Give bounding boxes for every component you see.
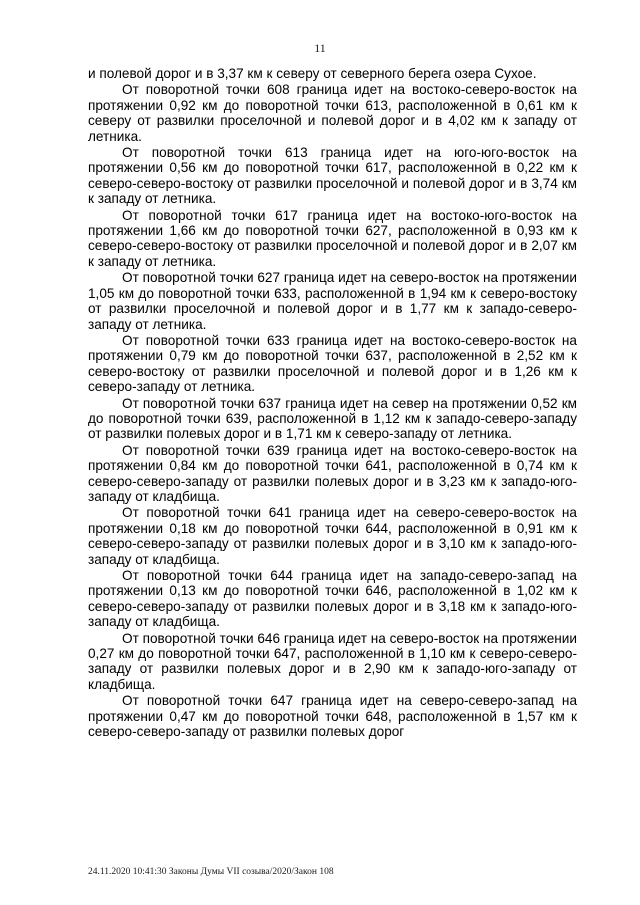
document-body	[88, 66, 577, 740]
paragraph-point-641: От поворотной точки 641 граница идет на северо-северо-восток на протяжении 0,18 км до поворотной точки 644, расположенной в 0,91 км к северо-северо-западу от развилки полевых дорог и в 3,10 км к западо-юго-западу от кладбища.	[88, 505, 577, 567]
paragraph-continuation: и полевой дорог и в 3,37 км к северу от северного берега озера Сухое.	[88, 66, 537, 81]
paragraph-point-644: От поворотной точки 644 граница идет на западо-северо-запад на протяжении 0,13 км до поворотной точки 646, расположенной в 1,02 км к северо-северо-западу от развилки полевых дорог и в 3,18 км к западо-юго-западу от кладбища.	[88, 568, 577, 630]
document-footer: 24.11.2020 10:41:30 Законы Думы VII созыва/2020/Закон 108	[88, 867, 334, 877]
paragraph-point-627: От поворотной точки 627 граница идет на северо-восток на протяжении 1,05 км до поворотной точки 633, расположенной в 1,94 км к северо-востоку от развилки проселочной и полевой дорог и в 1,77 км к западо-северо-западу от летника.	[88, 270, 577, 332]
paragraph-point-637: От поворотной точки 637 граница идет на север на протяжении 0,52 км до поворотной точки 639, расположенной в 1,12 км к западо-северо-западу от развилки полевых дорог и в 1,71 км к северо-западу от летника.	[88, 395, 577, 442]
paragraph-point-617: От поворотной точки 617 граница идет на востоко-юго-восток на протяжении 1,66 км до поворотной точки 627, расположенной в 0,93 км к северо-северо-востоку от развилки проселочной и полевой дорог и в 2,07 км к западу от летника.	[88, 207, 577, 269]
paragraph-point-639: От поворотной точки 639 граница идет на востоко-северо-восток на протяжении 0,84 км до поворотной точки 641, расположенной в 0,74 км к северо-северо-западу от развилки полевых дорог и в 3,23 км к западо-юго-западу от кладбища.	[88, 442, 577, 504]
paragraph-point-633: От поворотной точки 633 граница идет на востоко-северо-восток на протяжении 0,79 км до поворотной точки 637, расположенной в 2,52 км к северо-востоку от развилки проселочной и полевой дорог и в 1,26 км к северо-западу от летника.	[88, 332, 577, 395]
paragraph-point-646: От поворотной точки 646 граница идет на северо-восток на протяжении 0,27 км до поворотной точки 647, расположенной в 1,10 км к северо-северо-западу от развилки полевых дорог и в 2,90 км к западо-юго-западу от кладбища.	[88, 630, 577, 692]
page-number: 11	[314, 41, 326, 55]
paragraph-point-608: От поворотной точки 608 граница идет на востоко-северо-восток на протяжении 0,92 км до поворотной точки 613, расположенной в 0,61 км к северу от развилки проселочной и полевой дорог и в 4,02 км к западу от летника.	[88, 82, 577, 144]
paragraph-point-647: От поворотной точки 647 граница идет на северо-северо-запад на протяжении 0,47 км до поворотной точки 648, расположенной в 1,57 км к северо-северо-западу от развилки полевых дорог	[88, 693, 577, 740]
paragraph-point-613: От поворотной точки 613 граница идет на юго-юго-восток на протяжении 0,56 км до поворотной точки 617, расположенной в 0,22 км к северо-северо-востоку от развилки проселочной и полевой дорог и в 3,74 км к западу от летника.	[88, 145, 577, 207]
